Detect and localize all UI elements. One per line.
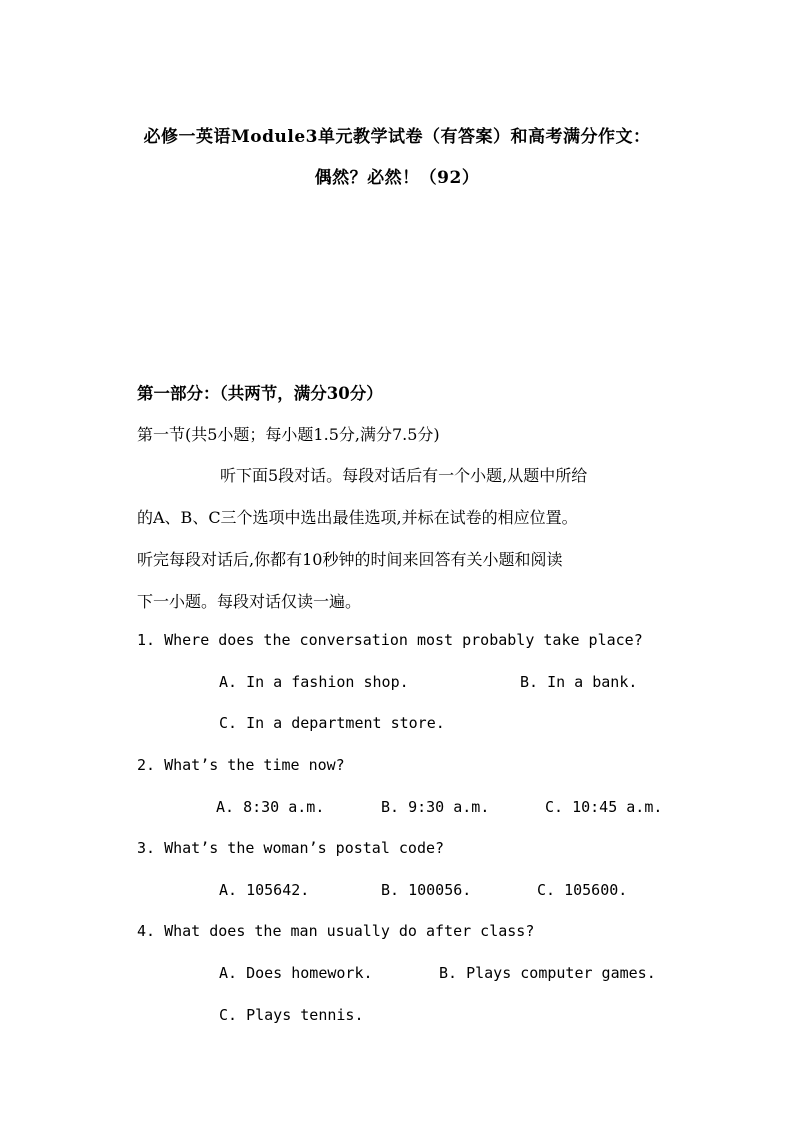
question-3-option-a: A. 105642.: [219, 881, 310, 899]
question-2-option-b: B. 9:30 a.m.: [381, 798, 490, 816]
instruction-line-2: 的A、B、C三个选项中选出最佳选项,并标在试卷的相应位置。: [137, 508, 578, 527]
question-4-option-c: C. Plays tennis.: [219, 1006, 364, 1024]
question-3-option-c: C. 105600.: [537, 881, 628, 899]
question-3-stem: 3. What’s the woman’s postal code?: [137, 839, 445, 857]
question-3-option-b: B. 100056.: [381, 881, 472, 899]
question-1-option-c: C. In a department store.: [219, 714, 445, 732]
instruction-line-1: 听下面5段对话。每段对话后有一个小题,从题中所给: [220, 466, 588, 485]
question-2-option-a: A. 8:30 a.m.: [216, 798, 325, 816]
instruction-line-4: 下一小题。每段对话仅读一遍。: [137, 592, 362, 611]
document-title-line-1: 必修一英语Module3单元教学试卷（有答案）和高考满分作文：: [143, 127, 651, 147]
question-4-option-a: A. Does homework.: [219, 964, 373, 982]
question-2-option-c: C. 10:45 a.m.: [545, 798, 663, 816]
question-4-option-b: B. Plays computer games.: [439, 964, 656, 982]
document-title-line-2: 偶然？必然！（92）: [314, 168, 480, 188]
part-heading: 第一部分：（共两节，满分30分）: [137, 384, 383, 403]
section-heading: 第一节(共5小题；每小题1.5分,满分7.5分): [137, 425, 440, 444]
question-1-option-b: B. In a bank.: [520, 673, 638, 691]
question-4-stem: 4. What does the man usually do after class?: [137, 922, 535, 940]
question-1-option-a: A. In a fashion shop.: [219, 673, 409, 691]
question-1-stem: 1. Where does the conversation most probably take place?: [137, 631, 643, 649]
instruction-line-3: 听完每段对话后,你都有10秒钟的时间来回答有关小题和阅读: [137, 550, 563, 569]
question-2-stem: 2. What’s the time now?: [137, 756, 345, 774]
